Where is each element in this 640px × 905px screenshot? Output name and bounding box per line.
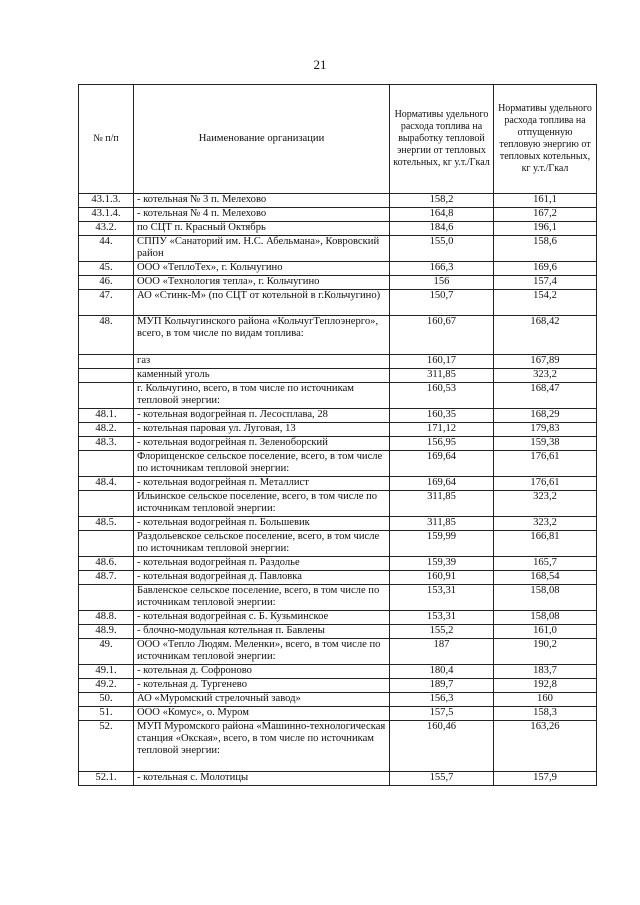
table-row [79, 369, 597, 383]
table-row [79, 772, 597, 786]
row-number: 52. [79, 721, 134, 772]
row-organization-name: - котельная д. Софроново [134, 665, 390, 679]
page-number: 21 [313, 57, 327, 72]
row-organization-name: - котельная водогрейная п. Большевик [134, 517, 390, 531]
row-norm-supplied: 169,6 [494, 262, 597, 276]
row-organization-name: - котельная паровая ул. Луговая, 13 [134, 423, 390, 437]
row-norm-production: 160,91 [390, 571, 494, 585]
table-row [79, 236, 597, 262]
row-norm-production: 180,4 [390, 665, 494, 679]
row-norm-supplied: 168,47 [494, 383, 597, 409]
row-norm-production: 189,7 [390, 679, 494, 693]
row-number: 46. [79, 276, 134, 290]
table-row [79, 665, 597, 679]
table-row [79, 531, 597, 557]
table-row [79, 423, 597, 437]
row-norm-production: 169,64 [390, 477, 494, 491]
row-norm-production: 157,5 [390, 707, 494, 721]
row-organization-name: - котельная д. Тургенево [134, 679, 390, 693]
row-norm-production: 150,7 [390, 290, 494, 316]
row-number: 48.6. [79, 557, 134, 571]
row-organization-name: Раздольевское сельское поселение, всего, в том числе по источникам тепловой энергии: [134, 531, 390, 557]
row-norm-supplied: 167,89 [494, 355, 597, 369]
row-norm-supplied: 323,2 [494, 491, 597, 517]
row-norm-production: 160,46 [390, 721, 494, 772]
table-row [79, 611, 597, 625]
row-organization-name: - котельная водогрейная с. Б. Кузьминское [134, 611, 390, 625]
row-norm-supplied: 196,1 [494, 222, 597, 236]
row-organization-name: ООО «Тепло Людям. Меленки», всего, в том числе по источникам тепловой энергии: [134, 639, 390, 665]
table-row [79, 383, 597, 409]
row-organization-name: ООО «ТеплоТех», г. Кольчугино [134, 262, 390, 276]
row-norm-supplied: 163,26 [494, 721, 597, 772]
row-organization-name: Ильинское сельское поселение, всего, в том числе по источникам тепловой энергии: [134, 491, 390, 517]
row-norm-production: 166,3 [390, 262, 494, 276]
table-row [79, 222, 597, 236]
row-organization-name: - котельная с. Молотицы [134, 772, 390, 786]
row-organization-name: по СЦТ п. Красный Октябрь [134, 222, 390, 236]
row-organization-name: МУП Кольчугинского района «КольчугТеплоэнерго», всего, в том числе по видам топлива: [134, 316, 390, 355]
table-row [79, 194, 597, 208]
table-row [79, 451, 597, 477]
row-norm-production: 153,31 [390, 611, 494, 625]
row-number [79, 383, 134, 409]
row-norm-production: 164,8 [390, 208, 494, 222]
table-row [79, 208, 597, 222]
row-organization-name: - котельная водогрейная п. Лесосплава, 28 [134, 409, 390, 423]
row-norm-production: 155,7 [390, 772, 494, 786]
row-norm-production: 171,12 [390, 423, 494, 437]
row-organization-name: - блочно-модульная котельная п. Бавлены [134, 625, 390, 639]
fuel-norms-table [78, 84, 597, 786]
row-norm-production: 159,99 [390, 531, 494, 557]
row-norm-production: 311,85 [390, 491, 494, 517]
row-number: 48.4. [79, 477, 134, 491]
row-organization-name: Бавленское сельское поселение, всего, в том числе по источникам тепловой энергии: [134, 585, 390, 611]
row-organization-name: - котельная водогрейная п. Металлист [134, 477, 390, 491]
row-norm-supplied: 166,81 [494, 531, 597, 557]
row-organization-name: - котельная водогрейная п. Зеленоборский [134, 437, 390, 451]
table-row [79, 721, 597, 772]
table-row [79, 262, 597, 276]
row-number [79, 451, 134, 477]
table-header-row [79, 85, 597, 194]
row-norm-supplied: 168,54 [494, 571, 597, 585]
row-norm-production: 155,0 [390, 236, 494, 262]
table-row [79, 491, 597, 517]
row-organization-name: ООО «Технология тепла», г. Кольчугино [134, 276, 390, 290]
table-row [79, 557, 597, 571]
header-norm-production: Нормативы удельного расхода топлива на выработку тепловой энергии от тепловых котельных, кг у.т./Гкал [390, 85, 494, 194]
table-row [79, 517, 597, 531]
row-organization-name: г. Кольчугино, всего, в том числе по источникам тепловой энергии: [134, 383, 390, 409]
table-row [79, 707, 597, 721]
row-organization-name: газ [134, 355, 390, 369]
row-number: 48.5. [79, 517, 134, 531]
row-number: 43.1.3. [79, 194, 134, 208]
row-norm-production: 156 [390, 276, 494, 290]
row-norm-supplied: 158,08 [494, 585, 597, 611]
row-norm-production: 158,2 [390, 194, 494, 208]
row-number: 48.3. [79, 437, 134, 451]
table-row [79, 316, 597, 355]
table-row [79, 639, 597, 665]
table-row [79, 477, 597, 491]
row-norm-supplied: 176,61 [494, 451, 597, 477]
row-number: 43.1.4. [79, 208, 134, 222]
row-number [79, 369, 134, 383]
row-norm-production: 156,95 [390, 437, 494, 451]
row-number: 48.2. [79, 423, 134, 437]
row-norm-supplied: 168,29 [494, 409, 597, 423]
row-norm-supplied: 323,2 [494, 517, 597, 531]
row-number [79, 585, 134, 611]
row-number: 43.2. [79, 222, 134, 236]
row-norm-supplied: 165,7 [494, 557, 597, 571]
row-norm-supplied: 157,4 [494, 276, 597, 290]
table-row [79, 290, 597, 316]
table-row [79, 679, 597, 693]
header-norm-supplied: Нормативы удельного расхода топлива на отпущенную тепловую энергию от тепловых котельных, кг у.т./Гкал [494, 85, 597, 194]
row-number: 50. [79, 693, 134, 707]
row-norm-supplied: 154,2 [494, 290, 597, 316]
row-number: 45. [79, 262, 134, 276]
table-row [79, 437, 597, 451]
row-norm-production: 160,67 [390, 316, 494, 355]
row-number: 52.1. [79, 772, 134, 786]
row-norm-production: 187 [390, 639, 494, 665]
row-norm-supplied: 160 [494, 693, 597, 707]
row-organization-name: МУП Муромского района «Машинно-технологическая станция «Окская», всего, в том числе по источникам тепловой энергии: [134, 721, 390, 772]
row-norm-production: 156,3 [390, 693, 494, 707]
row-norm-supplied: 158,3 [494, 707, 597, 721]
row-norm-supplied: 161,0 [494, 625, 597, 639]
row-norm-supplied: 176,61 [494, 477, 597, 491]
row-norm-supplied: 167,2 [494, 208, 597, 222]
table-row [79, 409, 597, 423]
row-organization-name: - котельная № 4 п. Мелехово [134, 208, 390, 222]
row-organization-name: - котельная водогрейная д. Павловка [134, 571, 390, 585]
row-norm-supplied: 192,8 [494, 679, 597, 693]
row-norm-production: 153,31 [390, 585, 494, 611]
row-number: 44. [79, 236, 134, 262]
row-number [79, 491, 134, 517]
row-organization-name: АО «Муромский стрелочный завод» [134, 693, 390, 707]
table-row [79, 571, 597, 585]
row-norm-supplied: 183,7 [494, 665, 597, 679]
row-norm-production: 184,6 [390, 222, 494, 236]
table-row [79, 585, 597, 611]
row-number: 48.7. [79, 571, 134, 585]
row-norm-production: 160,17 [390, 355, 494, 369]
row-organization-name: Флорищенское сельское поселение, всего, в том числе по источникам тепловой энергии: [134, 451, 390, 477]
row-number: 48.9. [79, 625, 134, 639]
row-norm-production: 160,53 [390, 383, 494, 409]
row-organization-name: СППУ «Санаторий им. Н.С. Абельмана», Ковровский район [134, 236, 390, 262]
table-row [79, 625, 597, 639]
row-number: 47. [79, 290, 134, 316]
row-number: 49. [79, 639, 134, 665]
row-norm-supplied: 161,1 [494, 194, 597, 208]
row-norm-production: 311,85 [390, 517, 494, 531]
table-row [79, 355, 597, 369]
row-norm-supplied: 168,42 [494, 316, 597, 355]
row-norm-production: 155,2 [390, 625, 494, 639]
header-num: № п/п [79, 85, 134, 194]
row-number: 48.8. [79, 611, 134, 625]
header-name: Наименование организации [134, 85, 390, 194]
row-norm-supplied: 158,6 [494, 236, 597, 262]
row-norm-supplied: 159,38 [494, 437, 597, 451]
row-norm-production: 169,64 [390, 451, 494, 477]
row-number: 49.1. [79, 665, 134, 679]
table-body [79, 194, 597, 786]
row-norm-production: 311,85 [390, 369, 494, 383]
row-number: 48.1. [79, 409, 134, 423]
row-organization-name: - котельная водогрейная п. Раздолье [134, 557, 390, 571]
row-number: 49.2. [79, 679, 134, 693]
row-organization-name: каменный уголь [134, 369, 390, 383]
row-norm-production: 159,39 [390, 557, 494, 571]
row-norm-supplied: 323,2 [494, 369, 597, 383]
row-norm-production: 160,35 [390, 409, 494, 423]
row-norm-supplied: 157,9 [494, 772, 597, 786]
row-norm-supplied: 179,83 [494, 423, 597, 437]
row-norm-supplied: 190,2 [494, 639, 597, 665]
table-row [79, 693, 597, 707]
row-norm-supplied: 158,08 [494, 611, 597, 625]
row-number: 51. [79, 707, 134, 721]
table-row [79, 276, 597, 290]
row-organization-name: АО «Стинк-М» (по СЦТ от котельной в г.Кольчугино) [134, 290, 390, 316]
row-number [79, 531, 134, 557]
row-number: 48. [79, 316, 134, 355]
row-number [79, 355, 134, 369]
row-organization-name: ООО «Комус», о. Муром [134, 707, 390, 721]
row-organization-name: - котельная № 3 п. Мелехово [134, 194, 390, 208]
